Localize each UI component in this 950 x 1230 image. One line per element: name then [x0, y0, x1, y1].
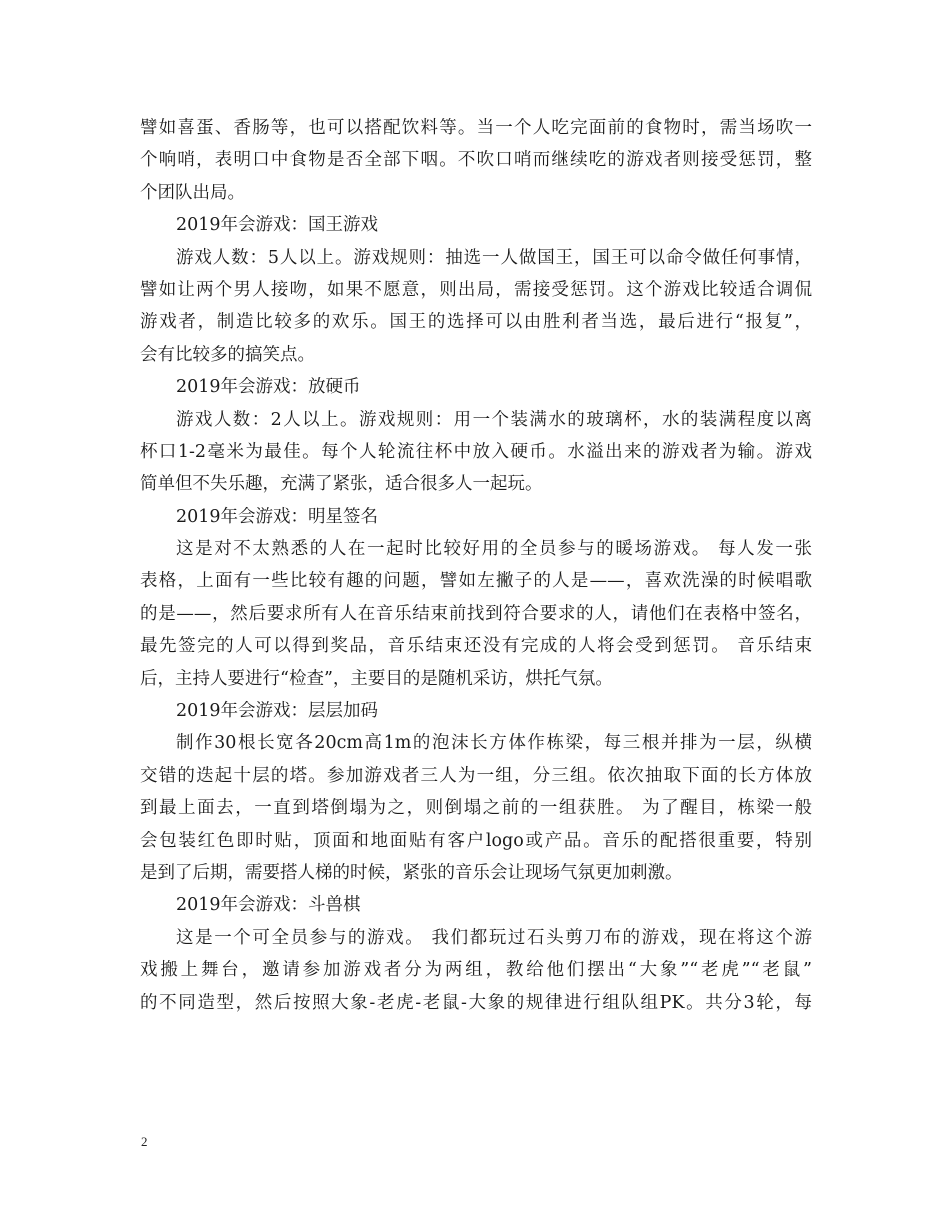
body-line: 到最上面去，一直到塔倒塌为之，则倒塌之前的一组获胜。 为了醒目，栋梁一般 — [140, 798, 812, 819]
body-line: 的是——，然后要求所有人在音乐结束前找到符合要求的人，请他们在表格中签名， — [140, 603, 812, 624]
section-heading-signature-game: 2019年会游戏：明星签名 — [176, 506, 379, 527]
body-line: 的不同造型，然后按照大象-老虎-老鼠-大象的规律进行组队组PK。共分3轮，每 — [140, 992, 812, 1013]
page-number: 2 — [141, 1134, 148, 1149]
body-line: 最先签完的人可以得到奖品，音乐结束还没有完成的人将会受到惩罚。 音乐结束 — [140, 636, 812, 657]
body-line: 譬如喜蛋、香肠等，也可以搭配饮料等。当一个人吃完面前的食物时，需当场吹一 — [140, 118, 812, 138]
body-line: 会包装红色即时贴，顶面和地面贴有客户logo或产品。音乐的配搭很重要，特别 — [140, 830, 812, 851]
body-line: 游戏者，制造比较多的欢乐。国王的选择可以由胜利者当选，最后进行“报复”， — [140, 312, 812, 333]
body-line: 个团队出局。 — [140, 182, 245, 203]
section-heading-animal-chess-game: 2019年会游戏：斗兽棋 — [176, 895, 361, 916]
body-line: 简单但不失乐趣，充满了紧张，适合很多人一起玩。 — [140, 474, 543, 495]
body-line: 这是一个可全员参与的游戏。 我们都玩过石头剪刀布的游戏，现在将这个游 — [176, 927, 812, 948]
body-line: 制作30根长宽各20cm高1m的泡沫长方体作栋梁，每三根并排为一层，纵横 — [176, 733, 812, 754]
body-line: 戏搬上舞台，邀请参加游戏者分为两组，教给他们摆出“大象”“老虎”“老鼠” — [140, 960, 812, 981]
body-line: 会有比较多的搞笑点。 — [140, 344, 315, 365]
body-line: 这是对不太熟悉的人在一起时比较好用的全员参与的暖场游戏。 每人发一张 — [176, 539, 812, 560]
body-line: 交错的迭起十层的塔。参加游戏者三人为一组，分三组。依次抽取下面的长方体放 — [140, 765, 812, 786]
body-line: 后，主持人要进行“检查”，主要目的是随机采访，烘托气氛。 — [140, 668, 613, 689]
body-line: 个响哨，表明口中食物是否全部下咽。不吹口哨而继续吃的游戏者则接受惩罚，整 — [140, 150, 812, 171]
body-line: 游戏人数：2人以上。游戏规则：用一个装满水的玻璃杯，水的装满程度以离 — [176, 409, 812, 430]
section-heading-stacking-game: 2019年会游戏：层层加码 — [176, 701, 379, 722]
document-body — [140, 112, 812, 1019]
section-heading-king-game: 2019年会游戏：国王游戏 — [176, 215, 379, 236]
body-line: 表格，上面有一些比较有趣的问题，譬如左撇子的人是——，喜欢洗澡的时候唱歌 — [140, 571, 812, 592]
body-line: 譬如让两个男人接吻，如果不愿意，则出局，需接受惩罚。这个游戏比较适合调侃 — [140, 279, 812, 300]
body-line: 是到了后期，需要搭人梯的时候，紧张的音乐会让现场气氛更加刺激。 — [140, 862, 683, 883]
section-heading-coin-game: 2019年会游戏：放硬币 — [176, 377, 361, 398]
body-line: 杯口1-2毫米为最佳。每个人轮流往杯中放入硬币。水溢出来的游戏者为输。游戏 — [140, 441, 812, 462]
body-line: 游戏人数：5人以上。游戏规则：抽选一人做国王，国王可以命令做任何事情， — [176, 247, 812, 268]
